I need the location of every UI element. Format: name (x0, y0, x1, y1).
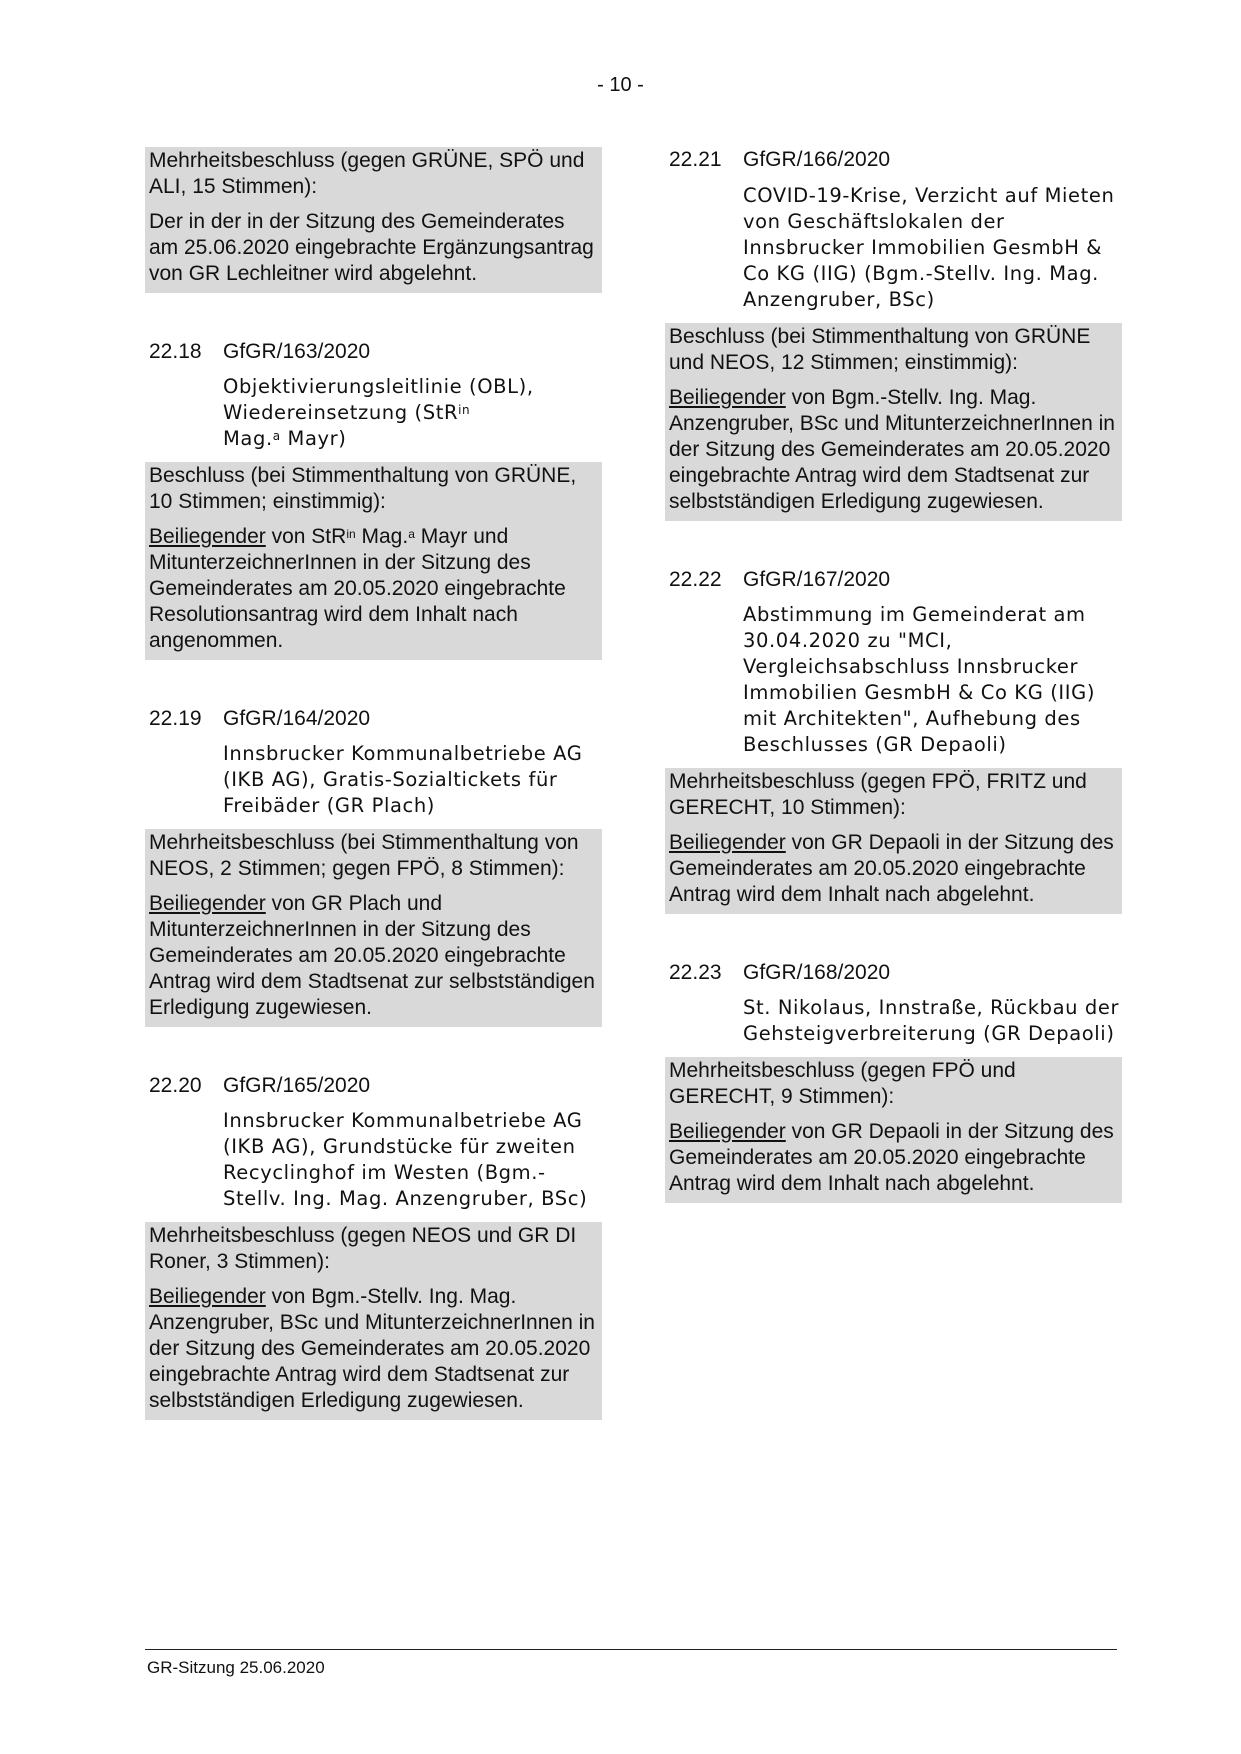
item-number: 22.21 (669, 148, 722, 171)
left-column (145, 147, 602, 1420)
resolution-text: Mehrheitsbeschluss (gegen NEOS und GR DI Roner, 3 Stimmen): (149, 1224, 577, 1273)
decision-text: Beiliegender von StR$^{in}$ Mag.$^a$ Mayr und MitunterzeichnerInnen in der Sitzung des Gemeinderates am 20.05.2020 eingebrachte Resolutionsantrag wird dem Inhalt nach angenommen. (149, 525, 566, 652)
item-reference: GfGR/166/2020 (743, 148, 891, 171)
item-number: 22.23 (669, 961, 722, 984)
resolution-box (145, 462, 602, 660)
resolution-box (665, 1057, 1122, 1203)
item-title: Innsbrucker Kommunalbetriebe AG (IKB AG), Gratis-Sozialtickets für Freibäder (GR Plach) (223, 742, 583, 817)
right-column (665, 147, 1122, 1203)
item-number: 22.20 (149, 1074, 202, 1097)
decision-text: Der in der in der Sitzung des Gemeinderates am 25.06.2020 eingebrachte Ergänzungsantrag von GR Lechleitner wird abgelehnt. (149, 210, 594, 285)
resolution-text: Beschluss (bei Stimmenthaltung von GRÜNE und NEOS, 12 Stimmen; einstimmig): (669, 325, 1091, 374)
agenda-item-22-22 (665, 567, 1122, 914)
item-header (145, 339, 602, 365)
resolution-box (665, 768, 1122, 914)
decision-text: Beiliegender von Bgm.-Stellv. Ing. Mag. Anzengruber, BSc und MitunterzeichnerInnen in der Sitzung des Gemeinderates am 20.05.2020 eingebrachte Antrag wird dem Stadtsenat zur selbstständigen Erledigung zugewiesen. (149, 1285, 595, 1412)
decision-text: Beiliegender von GR Depaoli in der Sitzung des Gemeinderates am 20.05.2020 eingebrachte Antrag wird dem Inhalt nach abgelehnt. (669, 1120, 1114, 1195)
item-title: Innsbrucker Kommunalbetriebe AG (IKB AG), Grundstücke für zweiten Recyclinghof im Westen (Bgm.-Stellv. Ing. Mag. Anzengruber, BSc) (223, 1109, 588, 1210)
item-header (665, 567, 1122, 593)
resolution-text: Mehrheitsbeschluss (gegen FPÖ und GERECHT, 9 Stimmen): (669, 1059, 1016, 1108)
item-number: 22.19 (149, 707, 202, 730)
item-reference: GfGR/167/2020 (743, 568, 891, 591)
item-title: COVID-19-Krise, Verzicht auf Mieten von Geschäftslokalen der Innsbrucker Immobilien GesmbH & Co KG (IIG) (Bgm.-Stellv. Ing. Mag. Anzengruber, BSc) (743, 184, 1115, 311)
agenda-item-22-19 (145, 706, 602, 1027)
footer-divider (145, 1649, 1117, 1650)
item-title: Abstimmung im Gemeinderat am 30.04.2020 zu "MCI, Vergleichsabschluss Innsbrucker Immobilien GesmbH & Co KG (IIG) mit Architekten", Aufhebung des Beschlusses (GR Depaoli) (743, 603, 1096, 756)
resolution-text: Mehrheitsbeschluss (bei Stimmenthaltung von NEOS, 2 Stimmen; gegen FPÖ, 8 Stimmen): (149, 831, 579, 880)
agenda-item-22-21 (665, 147, 1122, 521)
page-number: - 10 - (597, 74, 644, 96)
decision-text: Beiliegender von Bgm.-Stellv. Ing. Mag. Anzengruber, BSc und MitunterzeichnerInnen in der Sitzung des Gemeinderates am 20.05.2020 eingebrachte Antrag wird dem Stadtsenat zur selbstständigen Erledigung zugewiesen. (669, 386, 1115, 513)
item-title: Objektivierungsleitlinie (OBL), Wiedereinsetzung (StR$^{in}$ Mag.$^a$ Mayr) (223, 375, 534, 450)
item-reference: GfGR/164/2020 (223, 707, 371, 730)
agenda-item-22-18 (145, 339, 602, 660)
resolution-box (145, 147, 602, 293)
item-header (665, 960, 1122, 986)
resolution-text: Mehrheitsbeschluss (gegen FPÖ, FRITZ und GERECHT, 10 Stimmen): (669, 770, 1087, 819)
item-header (145, 1073, 602, 1099)
resolution-box (145, 1222, 602, 1420)
item-reference: GfGR/168/2020 (743, 961, 891, 984)
agenda-item-22-20 (145, 1073, 602, 1420)
item-number: 22.22 (669, 568, 722, 591)
footer-text: GR-Sitzung 25.06.2020 (147, 1658, 325, 1677)
item-reference: GfGR/165/2020 (223, 1074, 371, 1097)
item-header (665, 147, 1122, 173)
decision-text: Beiliegender von GR Depaoli in der Sitzung des Gemeinderates am 20.05.2020 eingebrachte Antrag wird dem Inhalt nach abgelehnt. (669, 831, 1114, 906)
agenda-item-22-23 (665, 960, 1122, 1203)
item-title: St. Nikolaus, Innstraße, Rückbau der Gehsteigverbreiterung (GR Depaoli) (743, 996, 1120, 1045)
resolution-text: Mehrheitsbeschluss (gegen GRÜNE, SPÖ und ALI, 15 Stimmen): (149, 149, 585, 198)
item-reference: GfGR/163/2020 (223, 340, 371, 363)
decision-text: Beiliegender von GR Plach und MitunterzeichnerInnen in der Sitzung des Gemeinderates am 20.05.2020 eingebrachte Antrag wird dem Stadtsenat zur selbstständigen Erledigung zugewiesen. (149, 892, 595, 1019)
resolution-text: Beschluss (bei Stimmenthaltung von GRÜNE, 10 Stimmen; einstimmig): (149, 464, 577, 513)
item-header (145, 706, 602, 732)
resolution-box (145, 829, 602, 1027)
item-number: 22.18 (149, 340, 202, 363)
resolution-box (665, 323, 1122, 521)
